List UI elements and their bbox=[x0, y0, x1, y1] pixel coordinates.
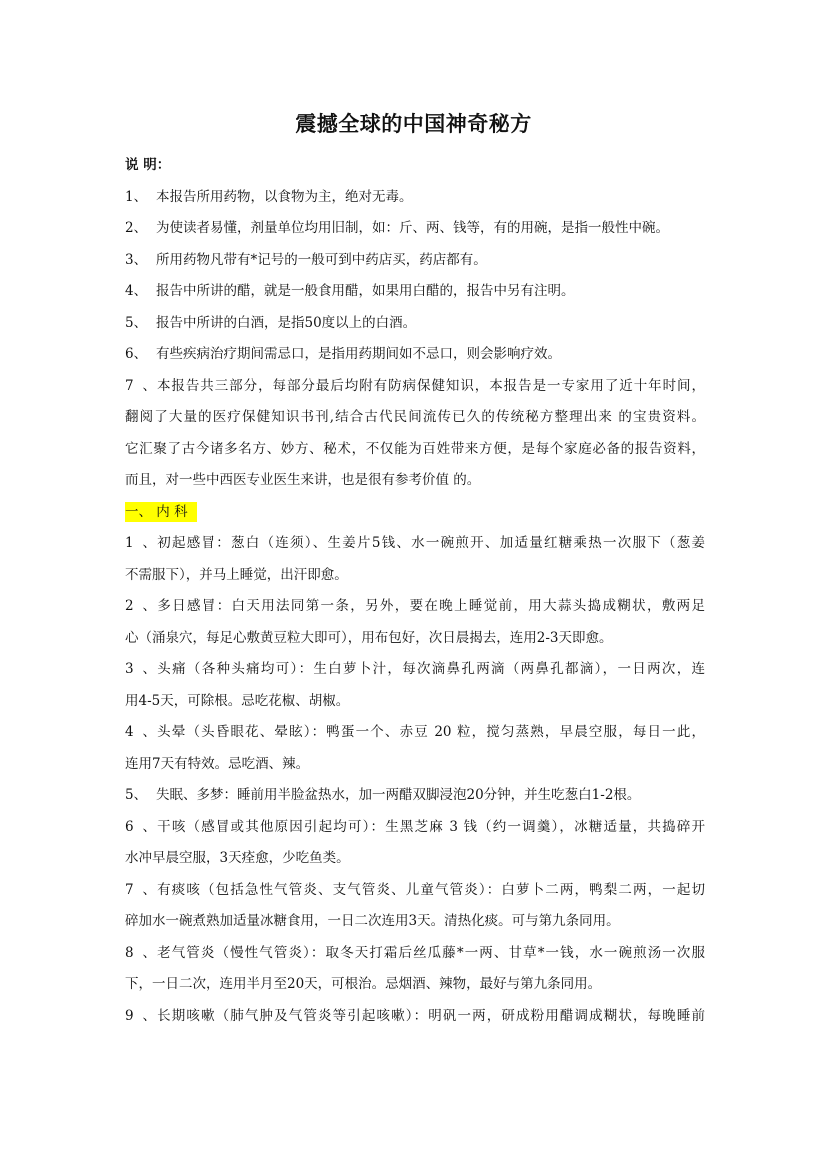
intro-heading: 说 明： bbox=[125, 157, 171, 173]
note-1: 1、 本报告所用药物，以食物为主，绝对无毒。 bbox=[125, 188, 413, 205]
note-6: 6、 有些疾病治疗期间需忌口，是指用药期间如不忌口，则会影响疗效。 bbox=[125, 346, 561, 362]
note-4: 4、 报告中所讲的醋，就是一般食用醋，如果用白醋的，报告中另有注明。 bbox=[125, 283, 575, 299]
item-4: 4、头晕（头昏眼花、晕眩）：鸭蛋一个、赤豆 20 粒，搅匀蒸熟，早晨空服，每日一此， bbox=[125, 724, 705, 740]
note-7-cont: 它汇聚了古今诸多名方、妙方、秘术，不仅能为百姓带来方便，是每个家庭必备的报告资料， bbox=[125, 440, 705, 457]
section-heading: 一、 内 科 bbox=[125, 497, 705, 529]
item-6: 6、干咳（感冒或其他原因引起均可）：生黑芝麻 3 钱（约一调羹），冰糖适量，共捣碎开 bbox=[125, 818, 705, 835]
note-5: 5、 报告中所讲的白酒，是指50度以上的白酒。 bbox=[125, 314, 417, 331]
note-7-cont: 翻阅了大量的医疗保健知识书刊,结合古代民间流传已久的传统秘方整理出来 的宝贵资料。 bbox=[125, 409, 705, 425]
note-7: 7、本报告共三部分，每部分最后均附有防病保健知识，本报告是一专家用了近十年时间， bbox=[125, 377, 705, 394]
note-7-cont: 而且，对一些中西医专业医生来讲，也是很有参考价值 的。 bbox=[125, 472, 481, 488]
item-5: 5、 失眠、多梦：睡前用半脸盆热水，加一两醋双脚浸泡20分钟，并生吃葱白1-2根。 bbox=[125, 787, 641, 803]
item-7: 7、有痰咳（包括急性气管炎、支气管炎、儿童气管炎）：白萝卜二两，鸭梨二两，一起切 bbox=[125, 881, 705, 898]
note-2: 2、 为使读者易懂，剂量单位均用旧制，如：斤、两、钱等，有的用碗，是指一般性中碗。 bbox=[125, 220, 669, 236]
note-3: 3、 所用药物凡带有*记号的一般可到中药店买，药店都有。 bbox=[125, 251, 487, 268]
item-7-cont: 碎加水一碗煮熟加适量冰糖食用，一日二次连用3天。清热化痰。可与第九条同用。 bbox=[125, 913, 620, 929]
item-1-cont: 不需服下），并马上睡觉，出汗即愈。 bbox=[125, 566, 348, 583]
item-4-cont: 连用7天有特效。忌吃酒、辣。 bbox=[125, 755, 310, 772]
item-3: 3、头痛（各种头痛均可）：生白萝卜汁，每次滴鼻孔两滴（两鼻孔都滴），一日两次，连 bbox=[125, 661, 705, 677]
item-8: 8、老气管炎（慢性气管炎）：取冬天打霜后丝瓜藤*一两、甘草*一钱，水一碗煎汤一次服 bbox=[125, 944, 705, 961]
item-1: 1、初起感冒：葱白（连须）、生姜片5钱、水一碗煎开、加适量红糖乘热一次服下（葱姜 bbox=[125, 535, 705, 551]
item-2: 2、多日感冒：白天用法同第一条，另外，要在晚上睡觉前，用大蒜头捣成糊状，敷两足 bbox=[125, 598, 705, 614]
document-body bbox=[125, 150, 705, 1032]
item-8-cont: 下，一日二次，连用半月至20天，可根治。忌烟酒、辣物，最好与第九条同用。 bbox=[125, 976, 602, 992]
page-title: 震撼全球的中国神奇秘方 bbox=[295, 112, 532, 136]
item-6-cont: 水冲早晨空服，3天痊愈，少吃鱼类。 bbox=[125, 850, 350, 866]
item-2-cont: 心（涌泉穴，每足心敷黄豆粒大即可），用布包好，次日晨揭去，连用2-3天即愈。 bbox=[125, 629, 613, 646]
item-9: 9、长期咳嗽（肺气肿及气管炎等引起咳嗽）：明矾一两，研成粉用醋调成糊状，每晚睡前 bbox=[125, 1007, 705, 1024]
item-3-cont: 用4-5天，可除根。忌吃花椒、胡椒。 bbox=[125, 692, 350, 709]
